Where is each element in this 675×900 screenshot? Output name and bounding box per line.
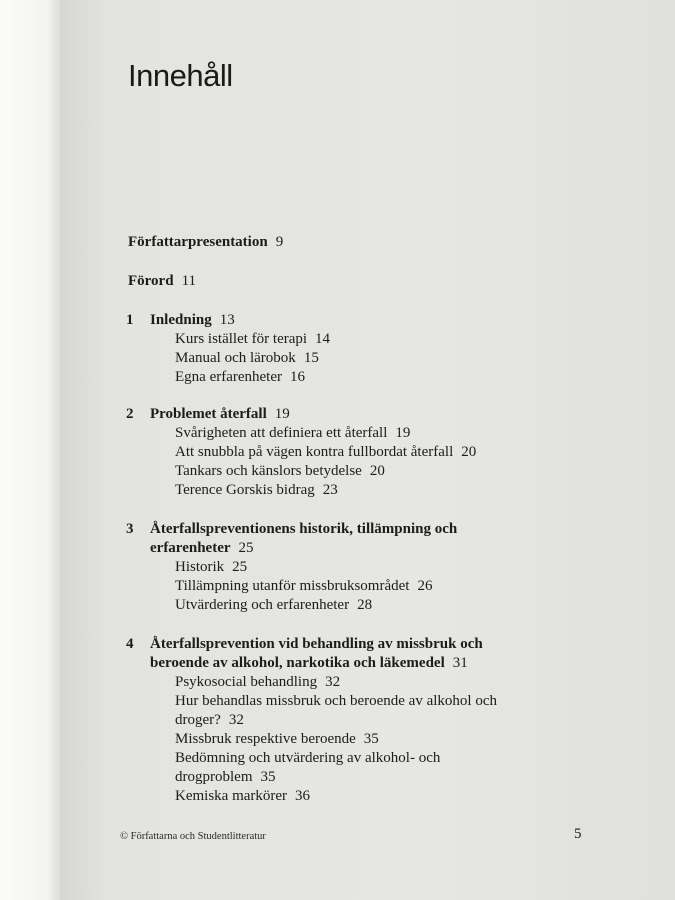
section-label: droger? <box>175 712 221 728</box>
toc-page-number: 19 <box>274 406 290 422</box>
section-label: Kurs istället för terapi <box>175 331 308 347</box>
section-label: Manual och lärobok <box>175 350 296 366</box>
toc-page-number: 19 <box>395 425 411 441</box>
toc-page-number: 11 <box>181 273 197 289</box>
section-label: Kemiska markörer <box>175 788 288 804</box>
toc-page-number: 26 <box>417 578 433 594</box>
toc-section <box>175 443 476 462</box>
copyright-footer: © Författarna och Studentlitteratur <box>120 831 266 842</box>
chapter-number: 4 <box>126 636 134 652</box>
section-label: Egna erfarenheter <box>175 369 283 385</box>
chapter-title-text: Problemet återfall <box>150 406 267 422</box>
section-label: Att snubbla på vägen kontra fullbordat återfall <box>175 444 454 460</box>
section-label: Svårigheten att definiera ett återfall <box>175 425 388 441</box>
section-label: Utvärdering och erfarenheter <box>175 597 350 613</box>
page-number: 5 <box>574 826 582 842</box>
toc-page-number: 36 <box>295 788 311 804</box>
toc-page-number: 23 <box>322 482 338 498</box>
toc-entry-forfattarpresentation <box>128 233 283 252</box>
toc-section <box>175 330 330 349</box>
toc-section <box>175 768 275 787</box>
toc-section-line: Hur behandlas missbruk och beroende av alkohol och <box>175 693 497 709</box>
toc-page-number: 20 <box>369 463 385 479</box>
toc-section <box>175 730 379 749</box>
toc-page-number: 35 <box>363 731 379 747</box>
toc-page-number: 28 <box>357 597 373 613</box>
toc-page-number: 16 <box>290 369 306 385</box>
chapter-title-text: Inledning <box>150 312 212 328</box>
chapter-number: 2 <box>126 406 134 422</box>
toc-page-number: 25 <box>232 559 248 575</box>
section-label: Terence Gorskis bidrag <box>175 482 315 498</box>
chapter-title-line: Återfallsprevention vid behandling av missbruk och <box>150 636 483 652</box>
section-label: Historik <box>175 559 225 575</box>
toc-entry-label: Förord <box>128 273 174 289</box>
toc-page-number: 25 <box>238 540 254 556</box>
toc-section <box>175 368 305 387</box>
toc-page-number: 20 <box>461 444 477 460</box>
toc-section <box>175 481 338 500</box>
toc-section <box>175 596 372 615</box>
toc-entry-forord <box>128 272 196 291</box>
chapter-title <box>150 311 235 330</box>
chapter-number: 3 <box>126 521 134 537</box>
chapter-title <box>150 539 254 558</box>
section-label: Psykosocial behandling <box>175 674 318 690</box>
toc-page-number: 31 <box>452 655 468 671</box>
chapter-title-text: erfarenheter <box>150 540 231 556</box>
toc-page-number: 9 <box>275 234 284 250</box>
toc-section-line: Bedömning och utvärdering av alkohol- och <box>175 750 441 766</box>
page-title: Innehåll <box>128 58 233 93</box>
chapter-title-text: beroende av alkohol, narkotika och läkemedel <box>150 655 445 671</box>
toc-section <box>175 558 247 577</box>
section-label: Tankars och känslors betydelse <box>175 463 362 479</box>
chapter-title <box>150 654 468 673</box>
toc-page-number: 32 <box>325 674 341 690</box>
chapter-number: 1 <box>126 312 134 328</box>
toc-section <box>175 673 340 692</box>
section-label: Missbruk respektive beroende <box>175 731 356 747</box>
section-label: drogproblem <box>175 769 253 785</box>
chapter-title-line: Återfallspreventionens historik, tillämpning och <box>150 521 458 537</box>
chapter-title <box>150 405 290 424</box>
toc-page-number: 32 <box>228 712 244 728</box>
facing-page-edge <box>0 0 60 900</box>
toc-entry-label: Författarpresentation <box>128 234 268 250</box>
toc-page-number: 15 <box>303 350 319 366</box>
toc-section <box>175 577 432 596</box>
toc-section <box>175 462 385 481</box>
toc-section <box>175 349 319 368</box>
toc-page-number: 13 <box>219 312 235 328</box>
section-label: Tillämpning utanför missbruksområdet <box>175 578 410 594</box>
toc-page-number: 35 <box>260 769 276 785</box>
toc-section <box>175 424 410 443</box>
toc-section <box>175 711 244 730</box>
toc-section <box>175 787 310 806</box>
toc-page-number: 14 <box>315 331 331 347</box>
